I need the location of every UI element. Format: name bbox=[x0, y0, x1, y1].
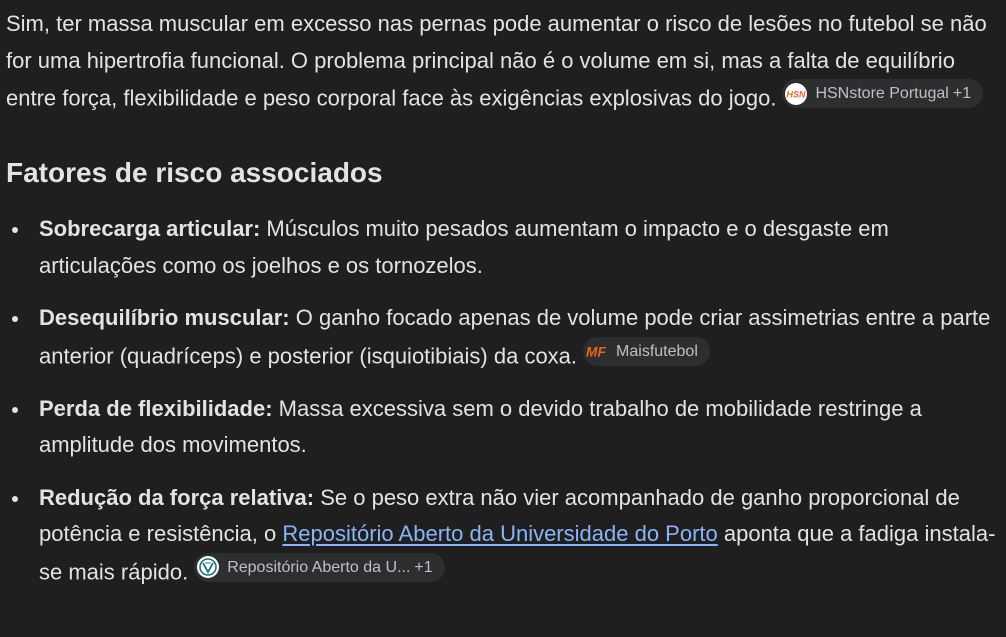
intro-paragraph bbox=[6, 6, 1000, 117]
source-chip-label: Maisfutebol bbox=[616, 342, 698, 360]
hsn-logo-icon bbox=[785, 83, 807, 105]
list-item-text: aponta que a fadiga instala-se mais rápido. bbox=[39, 521, 996, 584]
list-item-text: Se o peso extra não vier acompanhado de ganho proporcional de potência e resistência, o bbox=[39, 484, 960, 546]
section-heading: Fatores de risco associados bbox=[6, 157, 383, 188]
list-item-text: Músculos muito pesados aumentam o impacto e o desgaste em articulações como os joelhos e os tornozelos. bbox=[39, 216, 889, 278]
risk-factor-list bbox=[6, 211, 1000, 591]
list-item-text: O ganho focado apenas de volume pode criar assimetrias entre a parte anterior (quadríceps) e posterior (isquiotibiais) da coxa. bbox=[39, 305, 991, 368]
bullet-dot bbox=[12, 496, 18, 502]
source-chip-label: Repositório Aberto da U... bbox=[227, 558, 411, 576]
svg-text:MF: MF bbox=[586, 344, 606, 360]
list-item-term: Redução da força relativa: bbox=[39, 484, 315, 510]
repositorio-logo-icon bbox=[197, 556, 219, 578]
repositorio-link[interactable]: Repositório Aberto da Universidade do Porto bbox=[282, 521, 718, 546]
bullet-dot bbox=[12, 227, 18, 233]
bullet-dot bbox=[12, 316, 18, 322]
svg-text:HSN: HSN bbox=[786, 89, 806, 99]
source-chip-hsnstore[interactable] bbox=[782, 79, 983, 108]
list-item bbox=[6, 300, 1000, 375]
source-chip-maisfutebol[interactable] bbox=[583, 337, 710, 366]
list-item bbox=[6, 391, 1000, 464]
intro-text: Sim, ter massa muscular em excesso nas pernas pode aumentar o risco de lesões no futebol se não for uma hipertrofia funcional. O problema principal não é o volume em si, mas a falta de equilíbrio entre força, flexibilidade e peso corporal face às exigências explosivas do jogo. bbox=[6, 11, 987, 111]
list-item bbox=[6, 480, 1000, 591]
list-item-term: Sobrecarga articular: bbox=[39, 216, 261, 241]
list-item-text: Massa excessiva sem o devido trabalho de mobilidade restringe a amplitude dos movimentos. bbox=[39, 395, 922, 457]
maisfutebol-logo-icon bbox=[586, 340, 608, 362]
ai-response bbox=[6, 6, 1000, 607]
source-chip-repositorio[interactable] bbox=[194, 553, 444, 582]
source-chip-count: +1 bbox=[414, 558, 433, 576]
source-chip-count: +1 bbox=[952, 85, 972, 102]
list-item bbox=[6, 211, 1000, 284]
source-chip-label: HSNstore Portugal bbox=[815, 85, 949, 102]
list-item-term: Perda de flexibilidade: bbox=[39, 395, 273, 421]
list-item-term: Desequilíbrio muscular: bbox=[39, 305, 290, 330]
bullet-dot bbox=[12, 407, 18, 413]
